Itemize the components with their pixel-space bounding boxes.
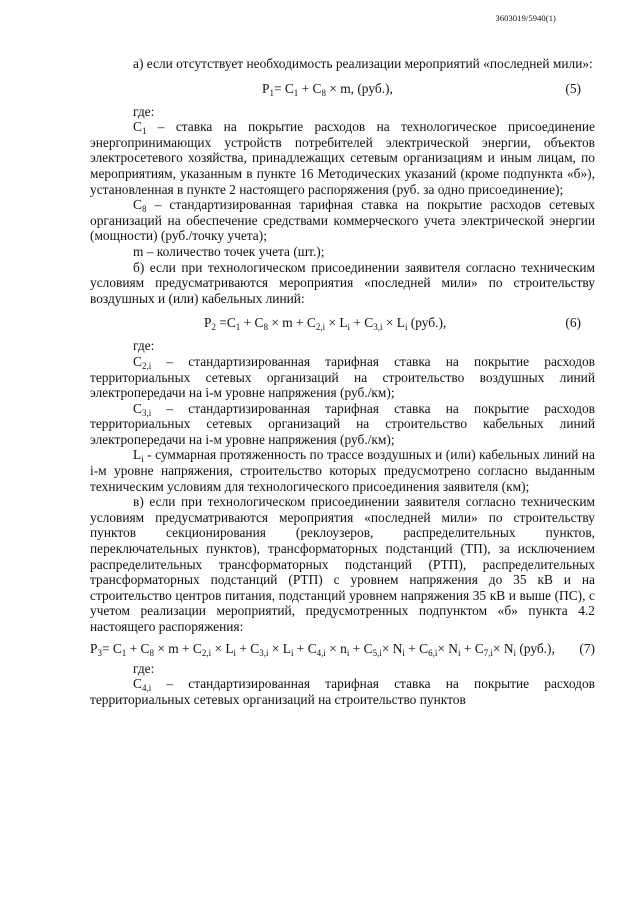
formula-5-expression: $P_1= C_1 + C_8 \times m$, (руб.),	[262, 80, 393, 98]
where-label: где:	[133, 338, 155, 354]
definition-c8: $C_8$ – стандартизированная тарифная ставка на покрытие расходов сетевых организаций на обеспечение средствами коммерческого учета электрической энергии (мощности) (руб./точку учета);	[90, 197, 595, 244]
formula-6-number: (6)	[565, 315, 581, 331]
definition-m: m – количество точек учета (шт.);	[133, 243, 325, 259]
definition-c1: $C_1$ – ставка на покрытие расходов на технологическое присоединение энергопринимающих устройств потребителей электрической энергии, объектов электросетевого хозяйства, принадлежащих сетевым организациям и иным лицам, по мероприятиям, указанным в пункте 16 Методических указаний (кроме подпункта «б»), установленная в пункте 2 настоящего распоряжения (руб. за одно присоединение);	[90, 119, 595, 197]
document-code: 3603019/5940(1)	[495, 13, 556, 23]
formula-7-number: (7)	[579, 640, 595, 656]
item-c-intro: в) если при технологическом присоединении заявителя согласно техническим условиям предусматриваются мероприятия «последней мили» по строительству пунктов секционирования (реклоузеров, распределительных пунктов, переключательных пунктов), трансформаторных подстанций (ТП), за исключением распределительных трансформаторных подстанций (РТП), распределительных трансформаторных подстанций (РТП) с уровнем напряжения до 35 кВ и на строительство центров питания, подстанций уровнем напряжения 35 кВ и выше (ПС), с учетом реализации мероприятий, предусмотренных подпунктом «б» пункта 4.2 настоящего распоряжения:	[90, 494, 595, 634]
formula-5-number: (5)	[565, 80, 581, 96]
where-label: где:	[133, 103, 155, 119]
document-body	[90, 56, 595, 707]
formula-7-expression: $P_3= C_1 + C_8 \times m + C_{2,i} \times L_i + C_{3,i} \times L_i + C_{4,i} \times n_i + C_{5,i}\times N_i + C_{6,i}\times N_i + C_{7,i}\times N_i$ (руб.),	[90, 640, 555, 658]
definition-c4i: $C_{4,i}$ – стандартизированная тарифная ставка на покрытие расходов территориальных сетевых организаций на строительство пунктов	[90, 676, 595, 707]
where-label: где:	[133, 660, 155, 676]
item-a-intro: а) если отсутствует необходимость реализации мероприятий «последней мили»:	[133, 56, 593, 71]
item-b-intro: б) если при технологическом присоединении заявителя согласно техническим условиям предусматриваются мероприятия «последней мили» по строительству воздушных и (или) кабельных линий:	[90, 259, 595, 306]
formula-6	[90, 314, 595, 332]
formula-7	[90, 640, 595, 658]
definition-c3i: $C_{3,i}$ – стандартизированная тарифная ставка на покрытие расходов территориальных сетевых организаций на строительство кабельных линий электропередачи на i-м уровне напряжения (руб./км);	[90, 400, 595, 447]
formula-5	[90, 80, 595, 98]
definition-c2i: $C_{2,i}$ – стандартизированная тарифная ставка на покрытие расходов территориальных сетевых организаций на строительство воздушных линий электропередачи на i-м уровне напряжения (руб./км);	[90, 353, 595, 401]
definition-li: $L_i$ - суммарная протяженность по трассе воздушных и (или) кабельных линий на i-м уровне напряжения, строительство которых предусмотрено согласно выданным техническим условиям для технологического присоединения заявителя (км);	[90, 447, 595, 494]
formula-6-expression: $P_2 =C_1 + C_8 \times m + C_{2,i} \times L_i + C_{3,i} \times L_i$ (руб.),	[204, 315, 447, 333]
